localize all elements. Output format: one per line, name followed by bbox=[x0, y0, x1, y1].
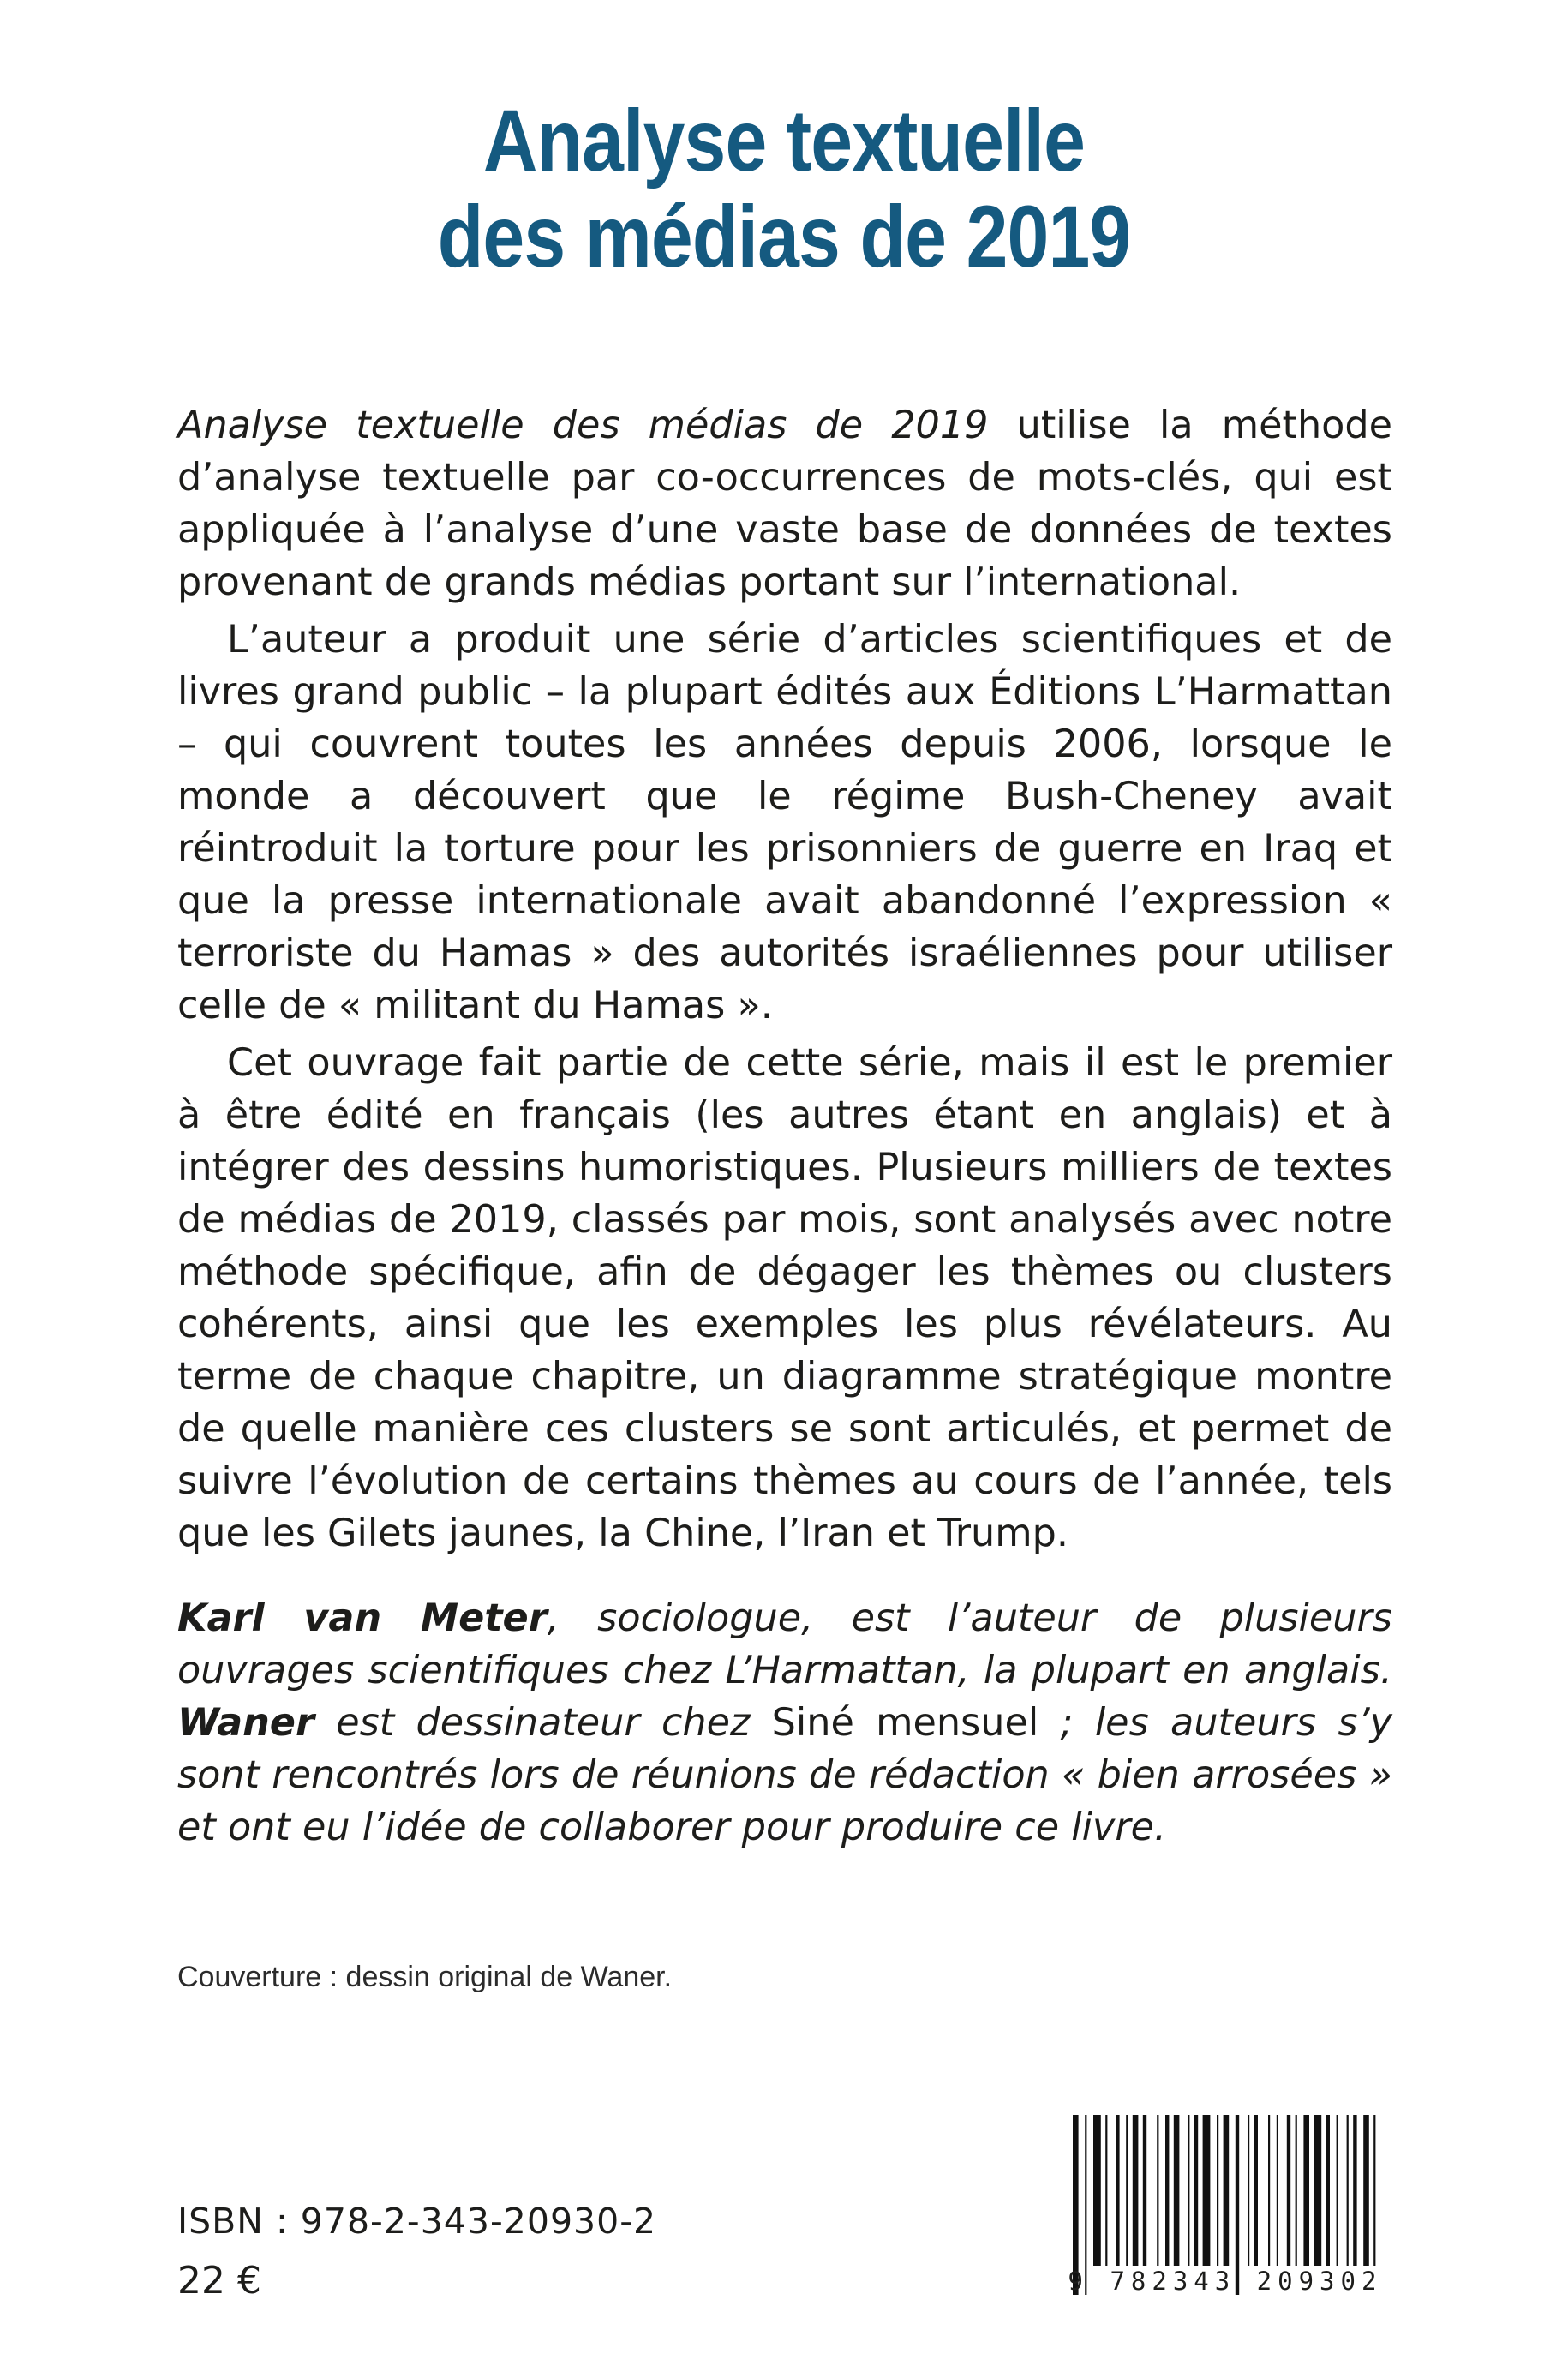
barcode-bar bbox=[1126, 2115, 1128, 2266]
book-title bbox=[0, 93, 1568, 285]
bio-text-1: , sociologue, est l’auteur de plusieurs ouvrages scientifiques chez L’Harmattan, la plupart en anglais. bbox=[177, 1596, 1392, 1692]
barcode-bar bbox=[1373, 2115, 1375, 2266]
title-line-2: des médias de 2019 bbox=[437, 188, 1131, 285]
barcode-bar bbox=[1143, 2115, 1146, 2266]
barcode-bar bbox=[1353, 2115, 1356, 2266]
barcode-bar bbox=[1254, 2115, 1258, 2266]
bio-text-3: ; les auteurs s’y sont rencontrés lors de réunions de rédaction « bien arrosées » et ont eu l’idée de collaborer pour produire ce livre. bbox=[177, 1701, 1392, 1849]
author-name-2: Waner bbox=[177, 1701, 314, 1745]
barcode-bar bbox=[1105, 2115, 1107, 2266]
isbn-number: ISBN : 978-2-343-20930-2 bbox=[177, 2201, 657, 2242]
barcode-bar bbox=[1314, 2115, 1321, 2266]
barcode-bar bbox=[1363, 2115, 1369, 2266]
barcode-bar bbox=[1093, 2115, 1101, 2266]
barcode-bar bbox=[1287, 2115, 1290, 2266]
summary-paragraph-3: Cet ouvrage fait partie de cette série, mais il est le premier à être édité en français (les autres étant en anglais) et à intégrer des dessins humoristiques. Plusieurs milliers de textes de médias de 2019, classés par mois, sont analysés avec notre méthode spécifique, afin de dégager les thèmes ou clusters cohérents, ainsi que les exemples les plus révélateurs. Au terme de chaque chapitre, un diagramme stratégique montre de quelle manière ces clusters se sont articulés, et permet de suivre l’évolution de certains thèmes au cours de l’année, tels que les Gilets jaunes, la Chine, l’Iran et Trump. bbox=[177, 1041, 1392, 1555]
barcode-bar bbox=[1174, 2115, 1180, 2266]
cover-credit: Couverture : dessin original de Waner. bbox=[177, 1961, 673, 1993]
barcode-digits: 9 782343 209302 bbox=[1068, 2267, 1383, 2296]
bio-text-2: est dessinateur chez bbox=[314, 1701, 772, 1745]
author-name-1: Karl van Meter bbox=[177, 1596, 548, 1640]
barcode-bar bbox=[1165, 2115, 1169, 2266]
summary-paragraph-1-text: utilise la méthode d’analyse textuelle par co-occurrences de mots-clés, qui est appliquée à l’analyse d’une vaste base de données de textes provenant de grands médias portant sur l’international. bbox=[177, 404, 1392, 604]
summary-paragraph-1 bbox=[177, 399, 1392, 608]
barcode-bar bbox=[1188, 2115, 1189, 2266]
barcode-bar bbox=[1326, 2115, 1330, 2266]
price: 22 € bbox=[177, 2259, 261, 2303]
barcode-bar bbox=[1217, 2115, 1218, 2266]
barcode-bar bbox=[1347, 2115, 1349, 2266]
magazine-name: Siné mensuel bbox=[771, 1701, 1039, 1745]
barcode-bar bbox=[1303, 2115, 1309, 2266]
barcode-bar bbox=[1133, 2115, 1139, 2266]
barcode-bar bbox=[1203, 2115, 1211, 2266]
barcode-bar bbox=[1268, 2115, 1270, 2266]
barcode-bar bbox=[1248, 2115, 1249, 2266]
barcode-bar bbox=[1277, 2115, 1278, 2266]
summary-paragraph-2: L’auteur a produit une série d’articles scientifiques et de livres grand public – la plupart édités aux Éditions L’Harmattan – qui couvrent toutes les années depuis 2006, lorsque le monde a découvert que le régime Bush-Cheney avait réintroduit la torture pour les prisonniers de guerre en Iraq et que la presse internationale avait abandonné l’expression « terroriste du Hamas » des autorités israéliennes pour utiliser celle de « militant du Hamas ». bbox=[177, 618, 1392, 1027]
title-line-1: Analyse textuelle bbox=[482, 92, 1086, 189]
author-bio bbox=[177, 1592, 1392, 1854]
barcode-bar bbox=[1224, 2115, 1230, 2266]
barcode-bar bbox=[1296, 2115, 1297, 2266]
barcode-bar bbox=[1337, 2115, 1338, 2266]
barcode-bar bbox=[1116, 2115, 1119, 2266]
summary-text bbox=[177, 399, 1392, 1560]
barcode-bar bbox=[1194, 2115, 1198, 2266]
barcode-bar bbox=[1157, 2115, 1158, 2266]
book-title-italic: Analyse textuelle des médias de 2019 bbox=[177, 404, 989, 447]
